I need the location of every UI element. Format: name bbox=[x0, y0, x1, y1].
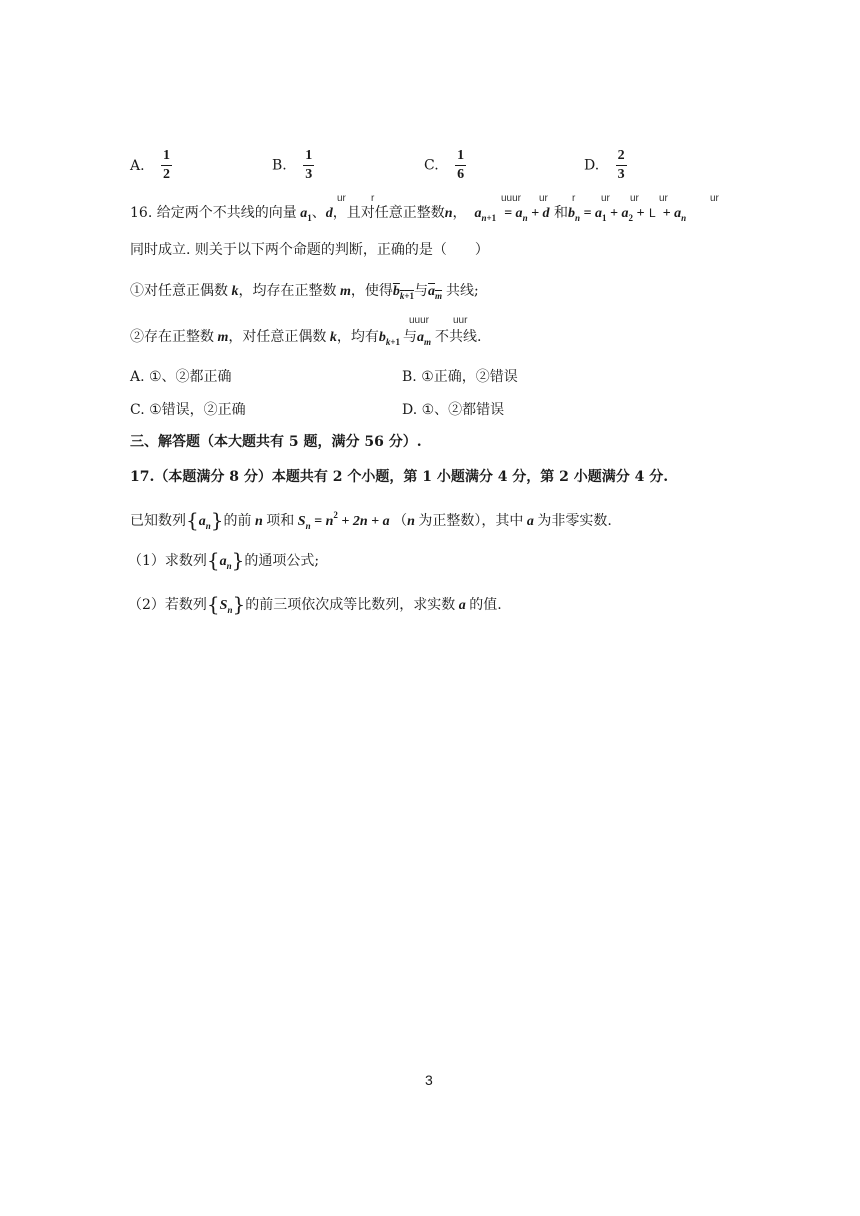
math-symbol: + bbox=[633, 206, 645, 221]
math-symbol: a bbox=[455, 598, 470, 613]
math-symbol: k bbox=[326, 330, 337, 345]
option-label: D. bbox=[584, 157, 600, 174]
statement-text: 不共线. bbox=[435, 329, 482, 345]
numerator: 1 bbox=[161, 148, 172, 166]
statement-text: ，均有 bbox=[336, 329, 379, 345]
math-symbol: = a bbox=[500, 206, 523, 221]
math-symbol: a bbox=[296, 206, 308, 221]
q17-part-1 bbox=[128, 550, 319, 576]
math-symbol: a bbox=[219, 554, 227, 569]
vector-a-m: $a_m$ bbox=[428, 284, 443, 301]
vector-a-m: $a_m$ bbox=[417, 330, 432, 347]
fraction bbox=[303, 148, 314, 183]
stem-text: （ bbox=[393, 513, 408, 529]
subscript: 1 bbox=[307, 213, 312, 223]
option-label: B. bbox=[272, 157, 287, 174]
vector-artifact: uuur bbox=[409, 315, 430, 326]
vector-artifact: r bbox=[371, 193, 375, 204]
q16-stem-line2: 同时成立. 则关于以下两个命题的判断，正确的是（ ） bbox=[130, 242, 489, 258]
subscript: n bbox=[227, 605, 233, 615]
math-symbol: + d bbox=[527, 206, 550, 221]
math-symbol: a bbox=[523, 514, 538, 529]
statement-text: 与 bbox=[403, 329, 418, 345]
math-symbol: n bbox=[407, 514, 419, 529]
vector-artifact: uur bbox=[453, 315, 468, 326]
vector-artifact: ur bbox=[337, 193, 346, 204]
subscript: 1 bbox=[602, 213, 607, 223]
numerator: 1 bbox=[455, 148, 466, 166]
statement-text: ①对任意正偶数 bbox=[130, 283, 228, 299]
option-label: C. bbox=[424, 157, 439, 174]
statement-text: ，使得 bbox=[350, 283, 393, 299]
vector-b-k1: $b_{k+1}$ bbox=[392, 284, 415, 301]
math-symbol: a bbox=[198, 514, 206, 529]
formula-sn: $S_n = n^2 + 2n + a$ bbox=[294, 510, 394, 531]
statement-text: ②存在正整数 bbox=[130, 329, 214, 345]
stem-text: 已知数列 bbox=[130, 513, 186, 529]
q15-option-c bbox=[424, 148, 466, 183]
vector-artifact: r bbox=[572, 193, 576, 204]
part-text: （1）求数列 bbox=[128, 553, 207, 569]
subscript: 2 bbox=[628, 213, 633, 223]
subscript: n bbox=[522, 213, 528, 223]
q16-option-c: C. ①错误，②正确 bbox=[130, 402, 246, 418]
part-text: 的通项公式; bbox=[244, 553, 320, 569]
math-symbol: = a bbox=[580, 206, 603, 221]
part-text: （2）若数列 bbox=[128, 597, 207, 613]
fraction bbox=[161, 148, 172, 183]
math-symbol: m bbox=[336, 284, 351, 299]
fraction bbox=[455, 148, 466, 183]
option-label: A. bbox=[130, 157, 145, 174]
q16-intro-text: 16. 给定两个不共线的向量 bbox=[130, 205, 297, 221]
q17-part-2 bbox=[128, 594, 502, 620]
ellipsis-artifact: L bbox=[648, 206, 656, 220]
math-symbol: a bbox=[470, 206, 482, 221]
stem-text: 项和 bbox=[266, 513, 295, 529]
brace: { bbox=[206, 592, 220, 616]
numerator: 1 bbox=[303, 148, 314, 166]
denominator: 3 bbox=[305, 167, 313, 182]
denominator: 6 bbox=[457, 167, 465, 182]
brace: { bbox=[186, 508, 199, 532]
conjunction: 和 bbox=[554, 205, 569, 221]
part-text: 的前三项依次成等比数列，求实数 bbox=[245, 597, 456, 613]
math-symbol: S bbox=[219, 598, 228, 613]
section-heading: 三、解答题（本大题共有 5 题，满分 56 分）. bbox=[130, 434, 422, 450]
subscript: n bbox=[205, 521, 211, 531]
stem-text: 为正整数），其中 bbox=[418, 513, 524, 529]
q16-option-a: A. ①、②都正确 bbox=[130, 369, 232, 385]
math-symbol: b bbox=[568, 206, 576, 221]
brace: { bbox=[206, 548, 220, 572]
vector-artifact: ur bbox=[710, 193, 719, 204]
vector-artifact: ur bbox=[601, 193, 610, 204]
fraction bbox=[616, 148, 627, 183]
math-symbol: n bbox=[251, 514, 267, 529]
q16-statement-2 bbox=[130, 327, 482, 352]
math-symbol: n bbox=[444, 206, 453, 221]
vector-artifact: ur bbox=[539, 193, 548, 204]
brace: } bbox=[231, 548, 245, 572]
q16-condition-text: ，且对任意正整数 bbox=[332, 205, 445, 221]
vector-artifact: ur bbox=[659, 193, 668, 204]
q16-option-b: B. ①正确，②错误 bbox=[402, 369, 518, 385]
brace: } bbox=[210, 508, 224, 532]
vector-artifact: uuur bbox=[501, 193, 522, 204]
vector-b-k1: $b_{k+1}$ bbox=[378, 330, 401, 347]
page-number: 3 bbox=[425, 1072, 433, 1088]
subscript: n bbox=[481, 213, 487, 223]
subscript: +1 bbox=[486, 213, 497, 223]
q17-stem bbox=[130, 505, 612, 536]
statement-text: 共线; bbox=[446, 283, 479, 299]
part-text: 的值. bbox=[469, 597, 502, 613]
denominator: 2 bbox=[163, 167, 171, 182]
statement-text: ，均存在正整数 bbox=[238, 283, 337, 299]
vector-artifact: ur bbox=[630, 193, 639, 204]
math-symbol: + a bbox=[655, 206, 682, 221]
separator: ， bbox=[452, 205, 467, 221]
math-symbol: d bbox=[325, 206, 333, 221]
subscript: n bbox=[226, 561, 232, 571]
subscript: n bbox=[575, 213, 581, 223]
q15-option-b bbox=[272, 148, 314, 183]
brace: } bbox=[232, 592, 246, 616]
q16-statement-1 bbox=[130, 281, 479, 306]
statement-text: ，对任意正偶数 bbox=[228, 329, 327, 345]
numerator: 2 bbox=[616, 148, 627, 166]
q15-option-a bbox=[130, 148, 172, 183]
math-symbol: k bbox=[228, 284, 239, 299]
stem-text: 的前 bbox=[223, 513, 252, 529]
subscript: n bbox=[681, 213, 687, 223]
q16-option-d: D. ①、②都错误 bbox=[402, 402, 505, 418]
q17-header: 17.（本题满分 8 分）本题共有 2 个小题，第 1 小题满分 4 分，第 2 小题满分 4 分. bbox=[130, 469, 669, 485]
q16-stem-line1 bbox=[130, 203, 686, 228]
math-symbol: + a bbox=[606, 206, 629, 221]
separator: 、 bbox=[311, 205, 326, 221]
statement-text: 与 bbox=[414, 283, 429, 299]
denominator: 3 bbox=[617, 167, 625, 182]
stem-text: 为非零实数. bbox=[537, 513, 612, 529]
q15-option-d bbox=[584, 148, 627, 183]
math-symbol: m bbox=[214, 330, 229, 345]
